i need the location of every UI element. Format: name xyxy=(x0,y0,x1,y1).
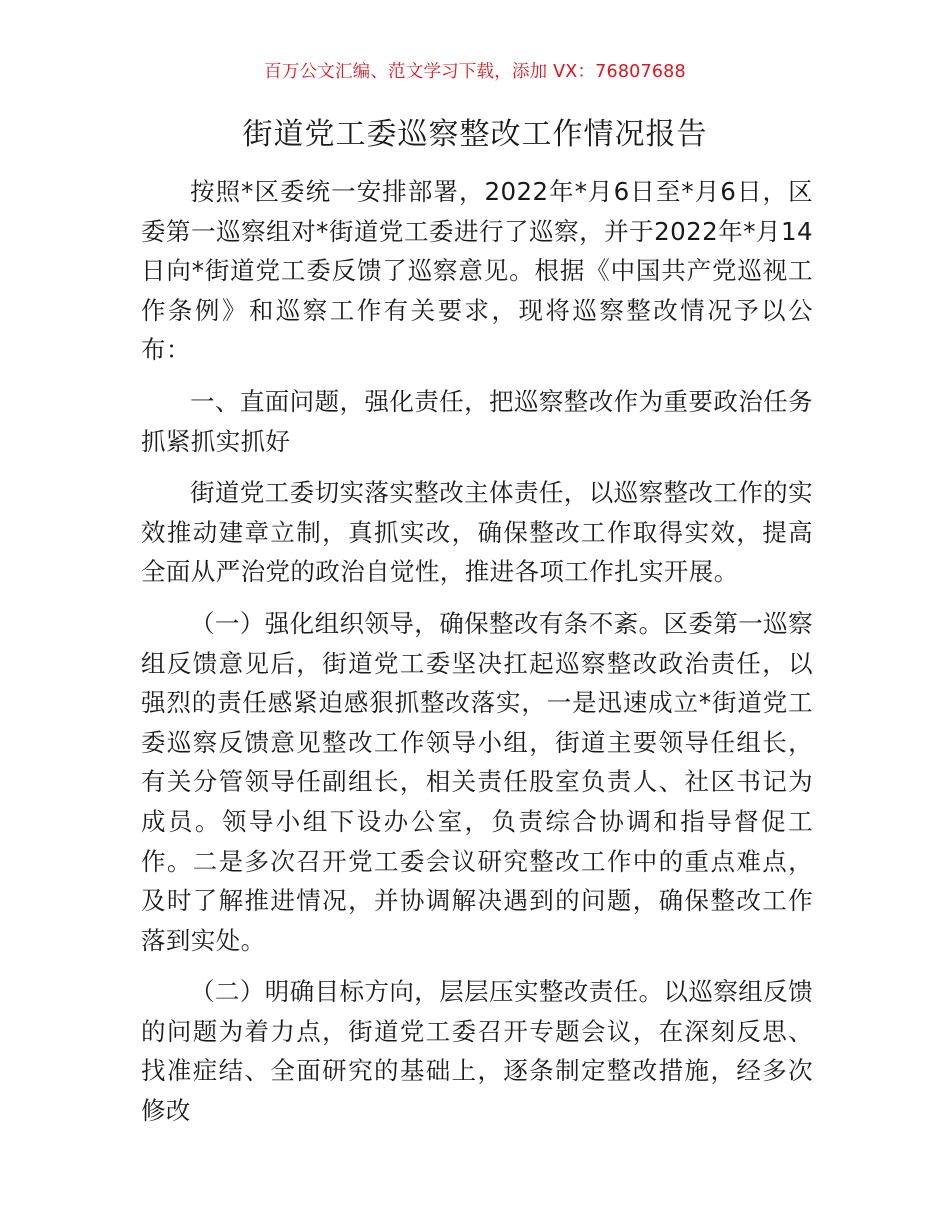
paragraph-subsection-2: （二）明确目标方向，层层压实整改责任。以巡察组反馈的问题为着力点，街道党工委召开专题会议，在深刻反思、找准症结、全面研究的基础上，逐条制定整改措施，经多次修改 xyxy=(141,977,813,1126)
paragraph-subsection-1: （一）强化组织领导，确保整改有条不紊。区委第一巡察组反馈意见后，街道党工委坚决扛起巡察整改政治责任，以强烈的责任感紧迫感狠抓整改落实，一是迅速成立*街道党工委巡察反馈意见整改工作领导小组，街道主要领导任组长，有关分管领导任副组长，相关责任股室负责人、社区书记为成员。领导小组下设办公室，负责综合协调和指导督促工作。二是多次召开党工委会议研究整改工作中的重点难点，及时了解推进情况，并协调解决遇到的问题，确保整改工作落到实处。 xyxy=(141,608,813,955)
paragraph-section-1-summary: 街道党工委切实落实整改主体责任，以巡察整改工作的实效推动建章立制，真抓实改，确保整改工作取得实效，提高全面从严治党的政治自觉性，推进各项工作扎实开展。 xyxy=(141,478,813,587)
header-watermark-note: 百万公文汇编、范文学习下载，添加 VX：76807688 xyxy=(264,62,686,82)
document-body xyxy=(141,172,813,1143)
section-heading-1: 一、直面问题，强化责任，把巡察整改作为重要政治任务抓紧抓实抓好 xyxy=(141,386,813,456)
paragraph-intro: 按照*区委统一安排部署，2022年*月6日至*月6日，区委第一巡察组对*街道党工委进行了巡察，并于2022年*月14日向*街道党工委反馈了巡察意见。根据《中国共产党巡视工作条例》和巡察工作有关要求，现将巡察整改情况予以公布： xyxy=(141,177,813,365)
document-title: 街道党工委巡察整改工作情况报告 xyxy=(242,117,708,152)
